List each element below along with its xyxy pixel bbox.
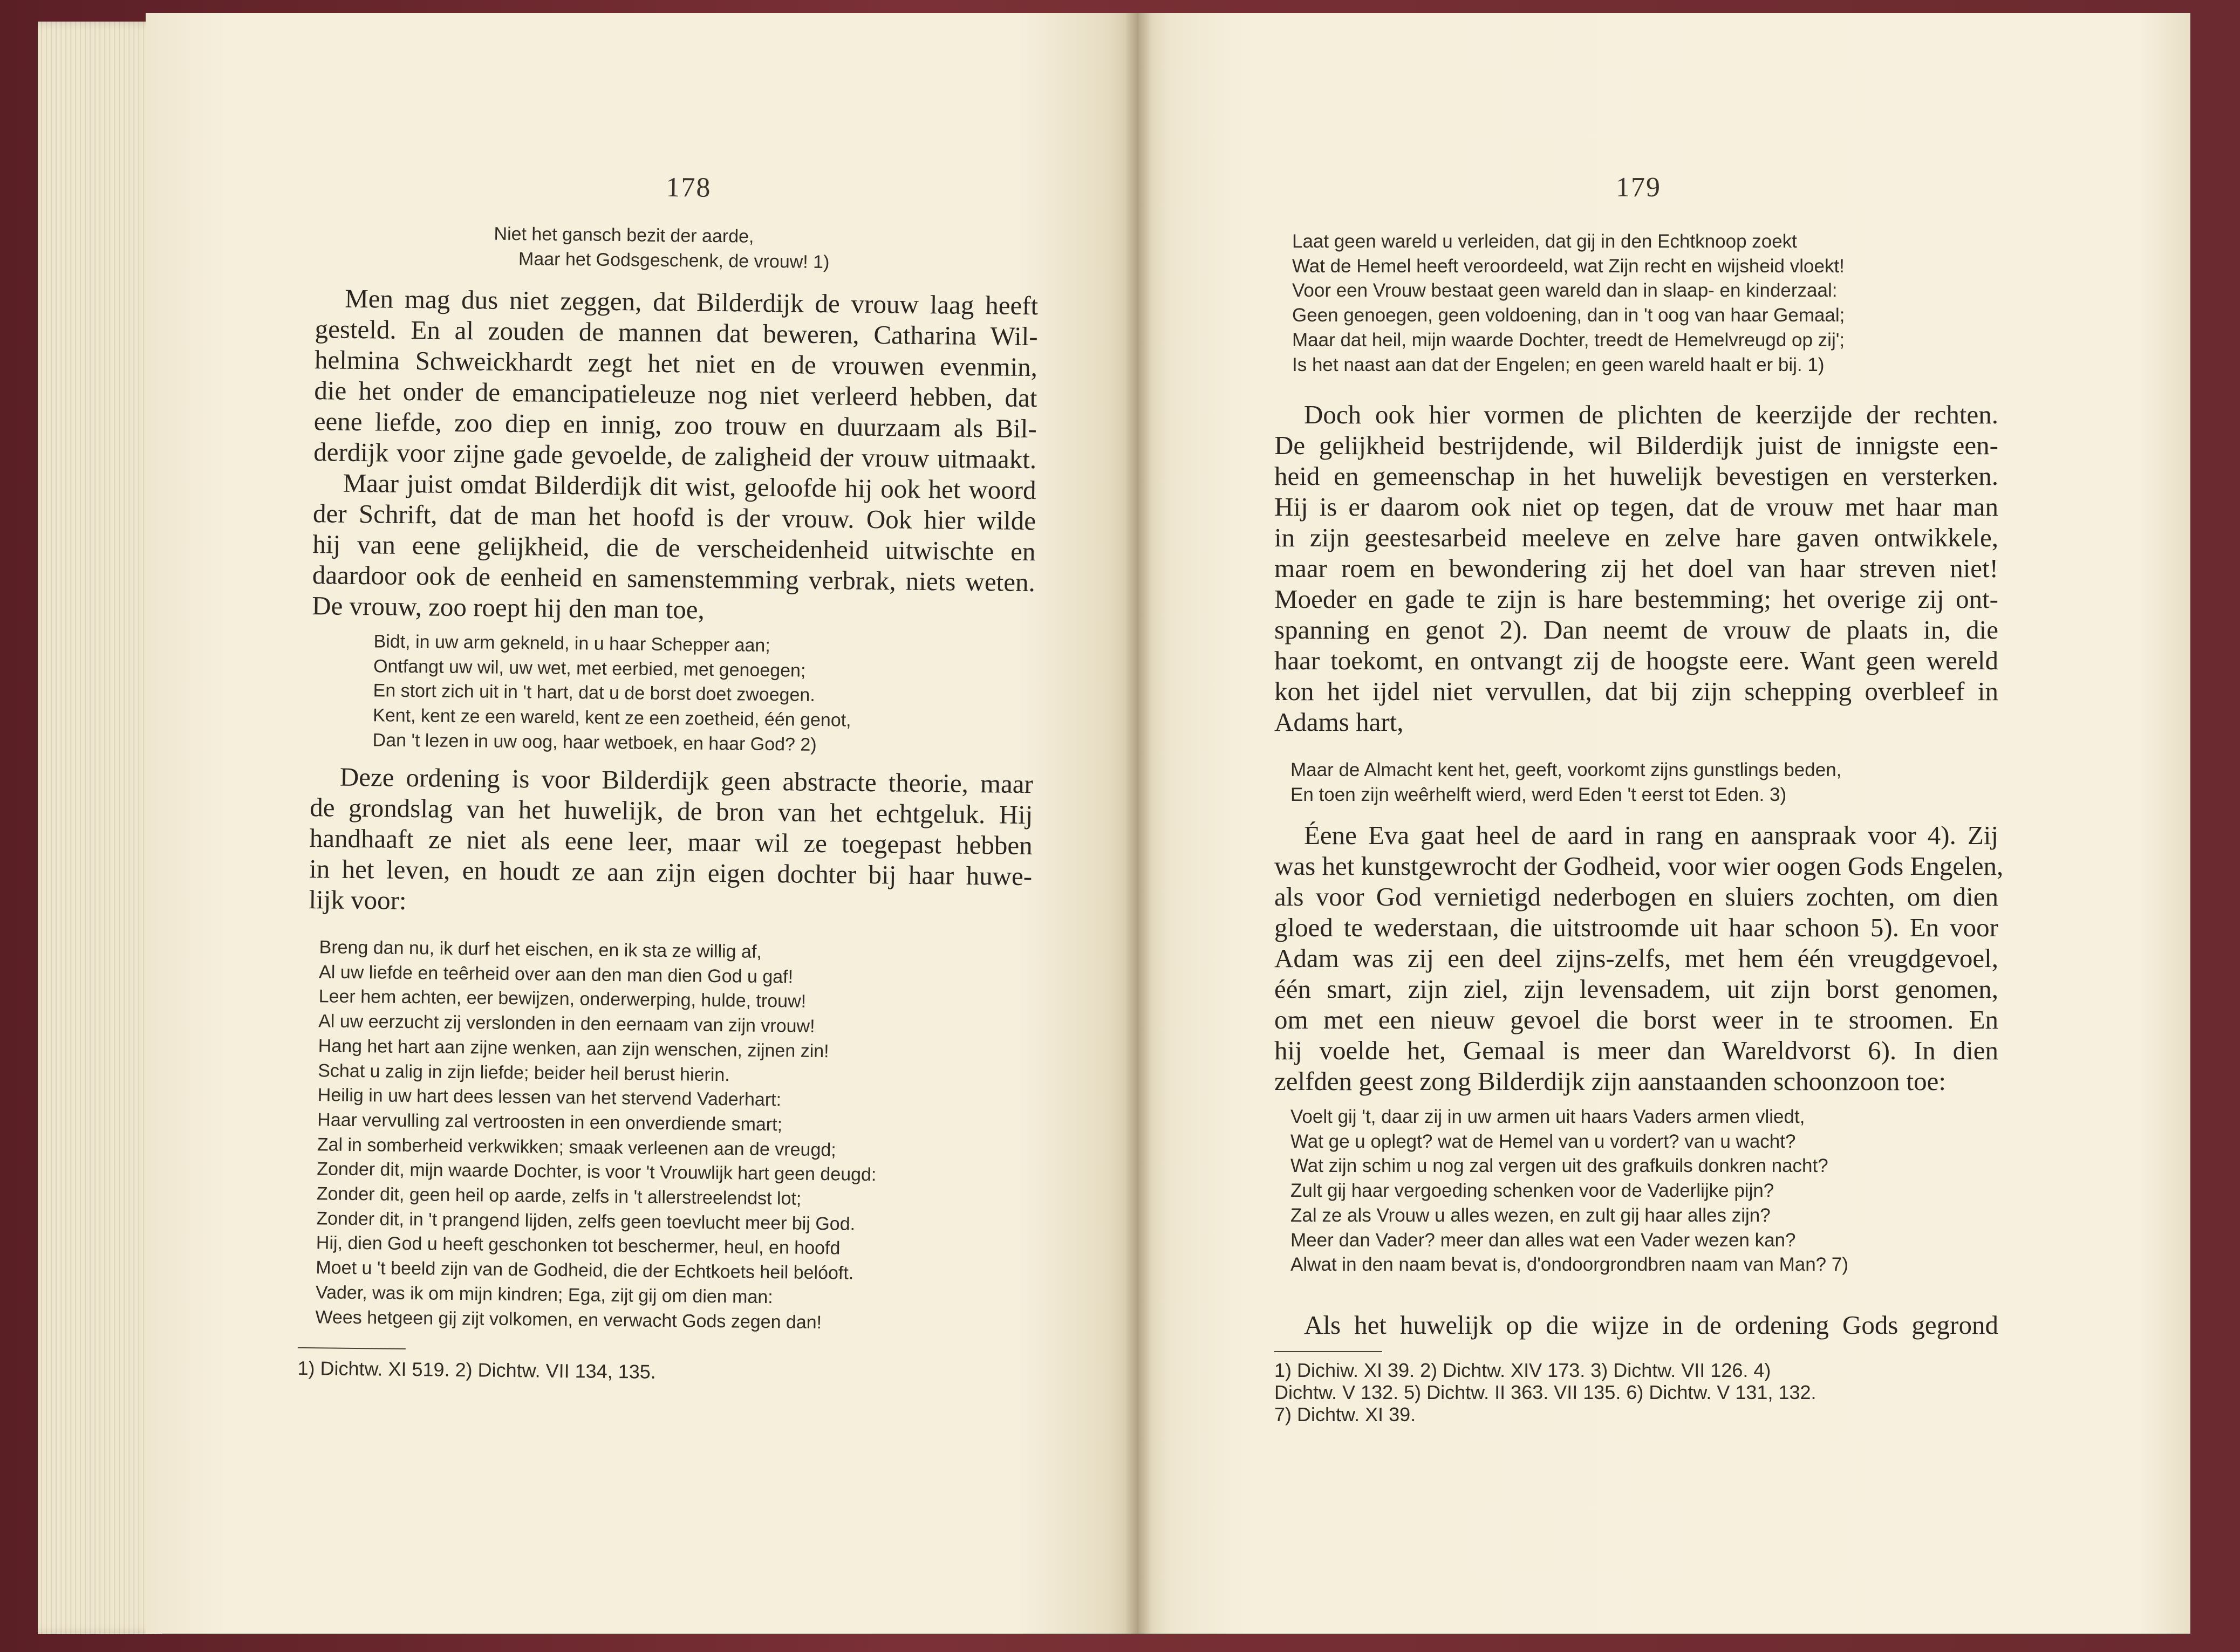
verse-line: Dan 't lezen in uw oog, haar wetboek, en haar God? 2) (372, 730, 817, 755)
verse-line: Wat ge u oplegt? wat de Hemel van u vordert? van u wacht? (1290, 1130, 1796, 1152)
verse-line: Moet u 't beeld zijn van de Godheid, die der Echtkoets heil belóoft. (316, 1257, 854, 1284)
verse-line: Zal in somberheid verkwikken; smaak verleenen aan de vreugd; (317, 1134, 836, 1160)
left-opening-verse (494, 222, 830, 275)
verse-line: Kent, kent ze een wareld, kent ze een zoetheid, één genot, (372, 705, 851, 731)
verse-line: Bidt, in uw arm gekneld, in u haar Schepper aan; (373, 631, 770, 656)
verse-line: En stort zich uit in 't hart, dat u de borst doet zwoegen. (373, 680, 815, 706)
text-line: Maar juist omdat Bilderdijk dit wist, geloofde hij ook het woord (343, 468, 1036, 505)
right-paragraph-3 (1274, 1310, 1998, 1340)
text-line: spanning en genot 2). Dan neemt de vrouw de plaats in, die (1274, 615, 1998, 645)
page-edges (38, 22, 162, 1634)
right-paragraph-1 (1274, 399, 1998, 737)
text-line: zelfden geest zong Bilderdijk zijn aanstaanden schoonzoon toe: (1274, 1066, 1947, 1096)
verse-line: Breng dan nu, ik durf het eischen, en ik sta ze willig af, (319, 937, 762, 962)
text-line: gloed te wederstaan, die uitstroomde uit haar schoon 5). En voor (1274, 913, 1998, 942)
left-paragraph-2 (312, 467, 1036, 628)
text-line: De gelijkheid bestrijdende, wil Bilderdijk juist de innigste een- (1274, 430, 1998, 460)
text-line: Doch ook hier vormen de plichten de keerzijde der rechten. (1304, 400, 1998, 429)
right-footnotes (1274, 1359, 1998, 1425)
text-line: in zijn geestesarbeid meeleve en zelve hare gaven ontwikkele, (1274, 523, 1998, 552)
footnote-line: 1) Dichiw. XI 39. 2) Dichtw. XIV 173. 3) Dichtw. VII 126. 4) (1274, 1359, 1771, 1381)
verse-line: Voelt gij 't, daar zij in uw armen uit haars Vaders armen vliedt, (1290, 1106, 1805, 1127)
text-line: der Schrift, dat de man het hoofd is der vrouw. Ook hier wilde (312, 498, 1036, 536)
verse-line: Geen genoegen, geen voldoening, dan in 't oog van haar Gemaal; (1292, 305, 1845, 326)
book-gutter (1125, 13, 1152, 1634)
verse-line: Laat geen wareld u verleiden, dat gij in den Echtknoop zoekt (1292, 231, 1797, 252)
text-line: hij voelde het, Gemaal is meer dan Wareldvorst 6). In dien (1274, 1036, 1998, 1065)
verse-line: Voor een Vrouw bestaat geen wareld dan in slaap- en kinderzaal: (1292, 280, 1838, 301)
footnote-rule (1274, 1351, 1382, 1352)
verse-line: Leer hem achten, eer bewijzen, onderwerping, hulde, trouw! (318, 986, 807, 1012)
verse-line: Maar het Godsgeschenk, de vrouw! 1) (518, 248, 830, 272)
verse-line: Wat zijn schim u nog zal vergen uit des grafkuils donkren nacht? (1290, 1155, 1828, 1177)
page-number-right: 179 (1616, 172, 1661, 203)
verse-line: Vader, was ik om mijn kindren; Ega, zijt gij om dien man: (315, 1282, 773, 1307)
page-number-left: 178 (666, 172, 712, 203)
verse-line: Zonder dit, mijn waarde Dochter, is voor 't Vrouwlijk hart geen deugd: (317, 1159, 877, 1185)
text-line: Moeder en gade te zijn is hare bestemming; het overige zij ont- (1274, 584, 1998, 614)
text-line: derdijk voor zijne gade gevoelde, de zaligheid der vrouw uitmaakt. (313, 437, 1037, 475)
text-line: Éene Eva gaat heel de aard in rang en aanspraak voor 4). Zij (1304, 820, 1998, 850)
text-line: de grondslag van het huwelijk, de bron van het echtgeluk. Hij (310, 792, 1033, 830)
verse-line: Haar vervulling zal vertroosten in een onverdiende smart; (317, 1109, 783, 1135)
verse-line: Meer dan Vader? meer dan alles wat een Vader wezen kan? (1290, 1229, 1796, 1251)
verse-line: Heilig in uw hart dees lessen van het stervend Vaderhart: (317, 1085, 782, 1111)
text-line: lijk voor: (309, 885, 407, 915)
left-verse-1 (372, 629, 852, 758)
text-line: Adam was zij een deel zijns-zelfs, met hem één vreugdgevoel, (1274, 943, 1998, 973)
verse-line: Al uw eerzucht zij verslonden in den eernaam van zijn vrouw! (318, 1011, 815, 1037)
verse-line: Zonder dit, geen heil op aarde, zelfs in 't allerstreelendst lot; (316, 1183, 802, 1209)
text-line: daardoor ook de eenheid en samenstemming verbrak, niets weten. (312, 560, 1036, 598)
text-line: Als het huwelijk op die wijze in de ordening Gods gegrond (1304, 1310, 1998, 1340)
text-line: om met een nieuw gevoel die borst weer in te stroomen. En (1274, 1005, 1998, 1034)
footnote-line: 7) Dichtw. XI 39. (1274, 1403, 1416, 1425)
verse-line: Zult gij haar vergoeding schenken voor de Vaderlijke pijn? (1290, 1180, 1774, 1202)
text-line: die het onder de emancipatieleuze nog niet verleerd hebben, dat (314, 375, 1037, 413)
verse-line: Hang het hart aan zijne wenken, aan zijn wenschen, zijnen zin! (318, 1036, 829, 1062)
verse-line: Alwat in den naam bevat is, d'ondoorgrondbren naam van Man? 7) (1290, 1254, 1848, 1276)
text-line: Adams hart, (1274, 707, 1404, 737)
left-verse-2 (315, 935, 879, 1335)
text-line: handhaaft ze niet als eene leer, maar wil ze toegepast hebben (309, 823, 1033, 861)
verse-line: Hij, dien God u heeft geschonken tot beschermer, heul, en hoofd (316, 1232, 841, 1259)
footnote-line: Dichtw. V 132. 5) Dichtw. II 363. VII 135. 6) Dichtw. V 131, 132. (1274, 1381, 1816, 1403)
text-line: helmina Schweickhardt zegt het niet en de vrouwen evenmin, (314, 345, 1038, 382)
left-paragraph-3 (309, 761, 1033, 922)
right-verse-1 (1292, 229, 1845, 377)
verse-line: En toen zijn weêrhelft wierd, werd Eden 't eerst tot Eden. 3) (1290, 784, 1787, 805)
right-verse-3 (1290, 1105, 1848, 1277)
left-footnote: 1) Dichtw. XI 519. 2) Dichtw. VII 134, 135. (297, 1356, 656, 1383)
text-line: Men mag dus niet zeggen, dat Bilderdijk de vrouw laag heeft (344, 283, 1039, 321)
text-line: als voor God vernietigd nederbogen en sluiers zochten, om dien (1274, 882, 1998, 911)
text-line: in het leven, en houdt ze aan zijn eigen dochter bij haar huwe- (309, 854, 1033, 892)
text-line: één smart, zijn ziel, zijn levensadem, uit zijn borst genomen, (1274, 974, 1998, 1004)
verse-line: Zal ze als Vrouw u alles wezen, en zult gij haar alles zijn? (1290, 1204, 1771, 1226)
text-line: eene liefde, zoo diep en innig, zoo trouw en duurzaam als Bil- (313, 406, 1037, 444)
text-line: haar toekomt, en ontvangt zij de hoogste eere. Want geen wereld (1274, 646, 1998, 675)
verse-line: Maar de Almacht kent het, geeft, voorkomt zijns gunstlings beden, (1290, 759, 1842, 780)
verse-line: Wat de Hemel heeft veroordeeld, wat Zijn recht en wijsheid vloekt! (1292, 255, 1845, 277)
text-line: hij van eene gelijkheid, die de verscheidenheid uitwischte en (312, 529, 1036, 567)
verse-line: Ontfangt uw wil, uw wet, met eerbied, met genoegen; (373, 656, 806, 681)
right-paragraph-2 (1274, 820, 2004, 1096)
text-line: heid en gemeenschap in het huwelijk bevestigen en versterken. (1274, 461, 1998, 491)
verse-line: Schat u zalig in zijn liefde; beider heil berust hierin. (318, 1060, 730, 1085)
verse-line: Is het naast aan dat der Engelen; en geen wareld haalt er bij. 1) (1292, 354, 1825, 375)
text-line: De vrouw, zoo roept hij den man toe, (311, 591, 705, 625)
verse-line: Zonder dit, in 't prangend lijden, zelfs geen toevlucht meer bij God. (316, 1208, 856, 1235)
text-line: Deze ordening is voor Bilderdijk geen abstracte theorie, maar (339, 762, 1034, 799)
verse-line: Niet het gansch bezit der aarde, (494, 223, 754, 247)
verse-line: Wees hetgeen gij zijt volkomen, en verwacht Gods zegen dan! (315, 1306, 822, 1333)
text-line: kon het ijdel niet vervullen, dat bij zijn schepping overbleef in (1274, 676, 1998, 706)
text-line: Hij is er daarom ook niet op tegen, dat de vrouw met haar man (1274, 492, 1998, 522)
left-paragraph-1 (313, 283, 1039, 475)
verse-line: Maar dat heil, mijn waarde Dochter, treedt de Hemelvreugd op zij'; (1292, 329, 1845, 351)
verse-line: Al uw liefde en teêrheid over aan den man dien God u gaf! (318, 961, 794, 988)
text-line: gesteld. En al zouden de mannen dat beweren, Catharina Wil- (315, 314, 1038, 352)
right-verse-2 (1290, 758, 1841, 807)
text-line: maar roem en bewondering zij het doel van haar streven niet! (1274, 553, 1998, 583)
text-line: was het kunstgewrocht der Godheid, voor wier oogen Gods Engelen, (1274, 851, 2004, 881)
